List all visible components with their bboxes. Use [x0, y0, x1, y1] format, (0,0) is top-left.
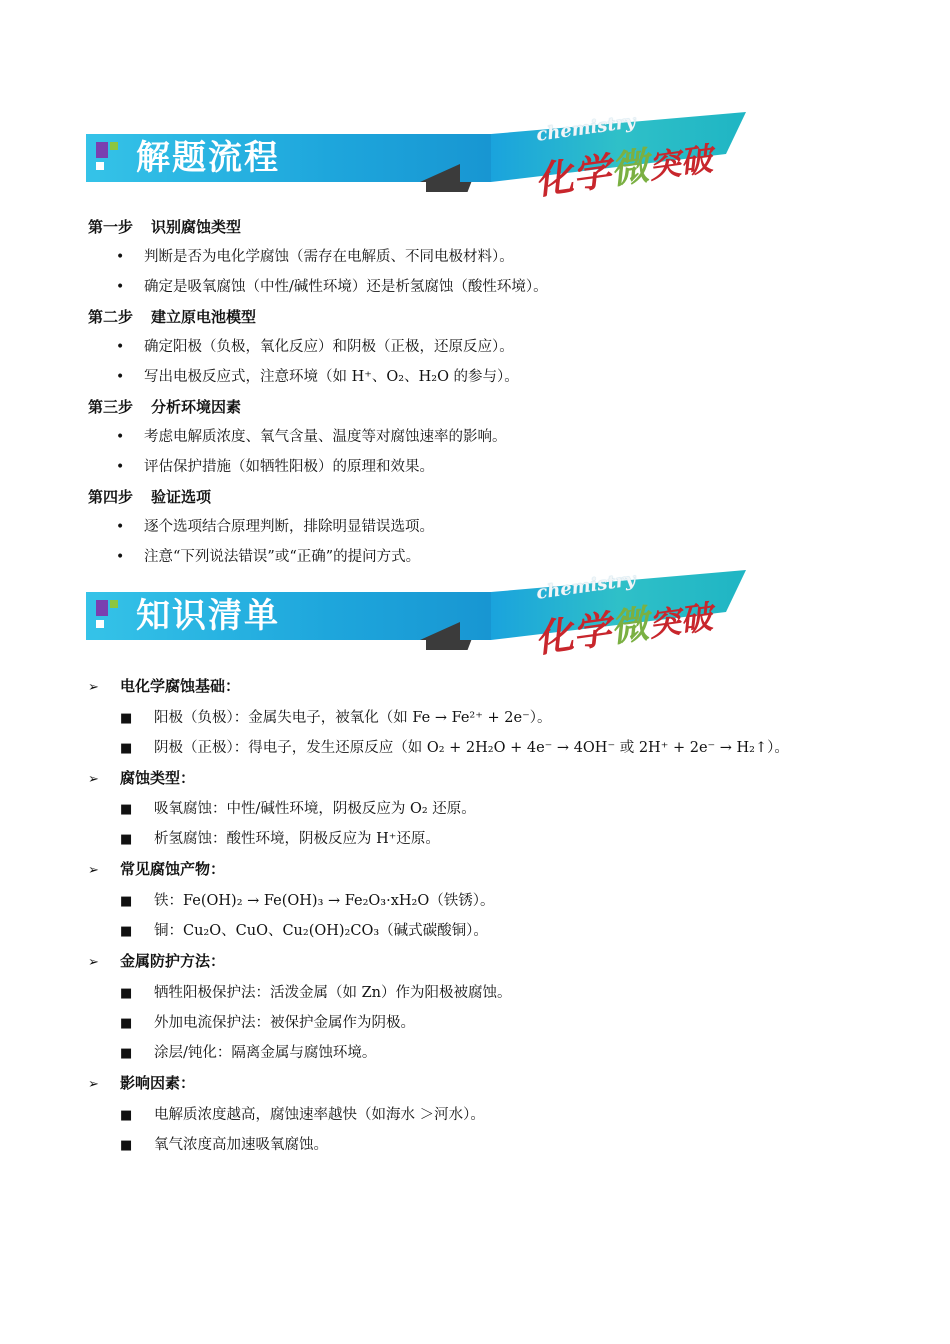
brand-chemistry-text: chemistry	[535, 569, 637, 604]
list-item: ■ 铁：Fe(OH)₂ → Fe(OH)₃ → Fe₂O₃·xH₂O（铁锈）。	[120, 893, 495, 909]
step-heading: 第四步 验证选项	[88, 488, 212, 506]
knowledge-heading: ➢ 常见腐蚀产物：	[88, 860, 226, 878]
square-bullet-icon: ■	[120, 832, 133, 847]
banner-dark-corner	[420, 622, 460, 640]
section-title: 知识清单	[136, 596, 280, 636]
list-item: • 判断是否为电化学腐蚀（需存在电解质、不同电极材料）。	[116, 249, 514, 265]
square-bullet-icon: ■	[120, 1046, 133, 1061]
arrow-bullet-icon: ➢	[88, 772, 99, 787]
brand-logo-text: 化学微突破	[532, 139, 715, 204]
list-item: • 注意“下列说法错误”或“正确”的提问方式。	[116, 549, 421, 565]
list-item: ■ 牺牲阳极保护法：活泼金属（如 Zn）作为阳极被腐蚀。	[120, 985, 512, 1001]
logo-purple-square	[96, 142, 108, 158]
logo-white-square	[96, 162, 104, 170]
brand-chemistry-text: chemistry	[535, 111, 637, 146]
knowledge-heading: ➢ 腐蚀类型：	[88, 769, 196, 787]
list-item: ■ 阴极（正极）：得电子，发生还原反应（如 O₂ + 2H₂O + 4e⁻ → 4OH⁻ 或 2H⁺ + 2e⁻ → H₂↑）。	[120, 740, 789, 756]
list-item: • 确定是吸氧腐蚀（中性/碱性环境）还是析氢腐蚀（酸性环境）。	[116, 279, 548, 295]
list-item: ■ 外加电流保护法：被保护金属作为阴极。	[120, 1015, 415, 1031]
arrow-bullet-icon: ➢	[88, 863, 99, 878]
section-banner-solving-process	[86, 112, 746, 202]
arrow-bullet-icon: ➢	[88, 680, 99, 695]
section-banner-knowledge-list	[86, 570, 746, 660]
knowledge-heading: ➢ 电化学腐蚀基础：	[88, 677, 241, 695]
list-item: ■ 铜：Cu₂O、CuO、Cu₂(OH)₂CO₃（碱式碳酸铜）。	[120, 923, 488, 939]
square-bullet-icon: ■	[120, 741, 133, 756]
logo-green-square	[110, 142, 118, 150]
square-bullet-icon: ■	[120, 986, 133, 1001]
step-heading: 第一步 识别腐蚀类型	[88, 218, 242, 236]
list-item: • 确定阳极（负极，氧化反应）和阴极（正极，还原反应）。	[116, 339, 514, 355]
square-bullet-icon: ■	[120, 894, 133, 909]
brand-logo-text: 化学微突破	[532, 597, 715, 662]
list-item: ■ 电解质浓度越高，腐蚀速率越快（如海水 ＞河水）。	[120, 1107, 485, 1123]
banner-dark-corner	[420, 164, 460, 182]
list-item: • 写出电极反应式，注意环境（如 H⁺、O₂、H₂O 的参与）。	[116, 369, 519, 385]
square-bullet-icon: ■	[120, 802, 133, 817]
list-item: ■ 氧气浓度高加速吸氧腐蚀。	[120, 1137, 328, 1153]
section-title: 解题流程	[136, 138, 280, 178]
knowledge-heading: ➢ 金属防护方法：	[88, 952, 226, 970]
list-item: • 评估保护措施（如牺牲阳极）的原理和效果。	[116, 459, 434, 475]
step-heading: 第二步 建立原电池模型	[88, 308, 257, 326]
square-bullet-icon: ■	[120, 1016, 133, 1031]
logo-purple-square	[96, 600, 108, 616]
square-bullet-icon: ■	[120, 1108, 133, 1123]
square-bullet-icon: ■	[120, 924, 133, 939]
logo-green-square	[110, 600, 118, 608]
list-item: ■ 析氢腐蚀：酸性环境，阴极反应为 H⁺还原。	[120, 831, 440, 847]
list-item: ■ 涂层/钝化：隔离金属与腐蚀环境。	[120, 1045, 377, 1061]
arrow-bullet-icon: ➢	[88, 955, 99, 970]
step-heading: 第三步 分析环境因素	[88, 398, 242, 416]
list-item: ■ 吸氧腐蚀：中性/碱性环境，阴极反应为 O₂ 还原。	[120, 801, 476, 817]
square-bullet-icon: ■	[120, 711, 133, 726]
square-bullet-icon: ■	[120, 1138, 133, 1153]
logo-white-square	[96, 620, 104, 628]
arrow-bullet-icon: ➢	[88, 1077, 99, 1092]
list-item: • 逐个选项结合原理判断，排除明显错误选项。	[116, 519, 434, 535]
knowledge-heading: ➢ 影响因素：	[88, 1074, 196, 1092]
list-item: • 考虑电解质浓度、氧气含量、温度等对腐蚀速率的影响。	[116, 429, 507, 445]
list-item: ■ 阳极（负极）：金属失电子，被氧化（如 Fe → Fe²⁺ + 2e⁻）。	[120, 710, 552, 726]
